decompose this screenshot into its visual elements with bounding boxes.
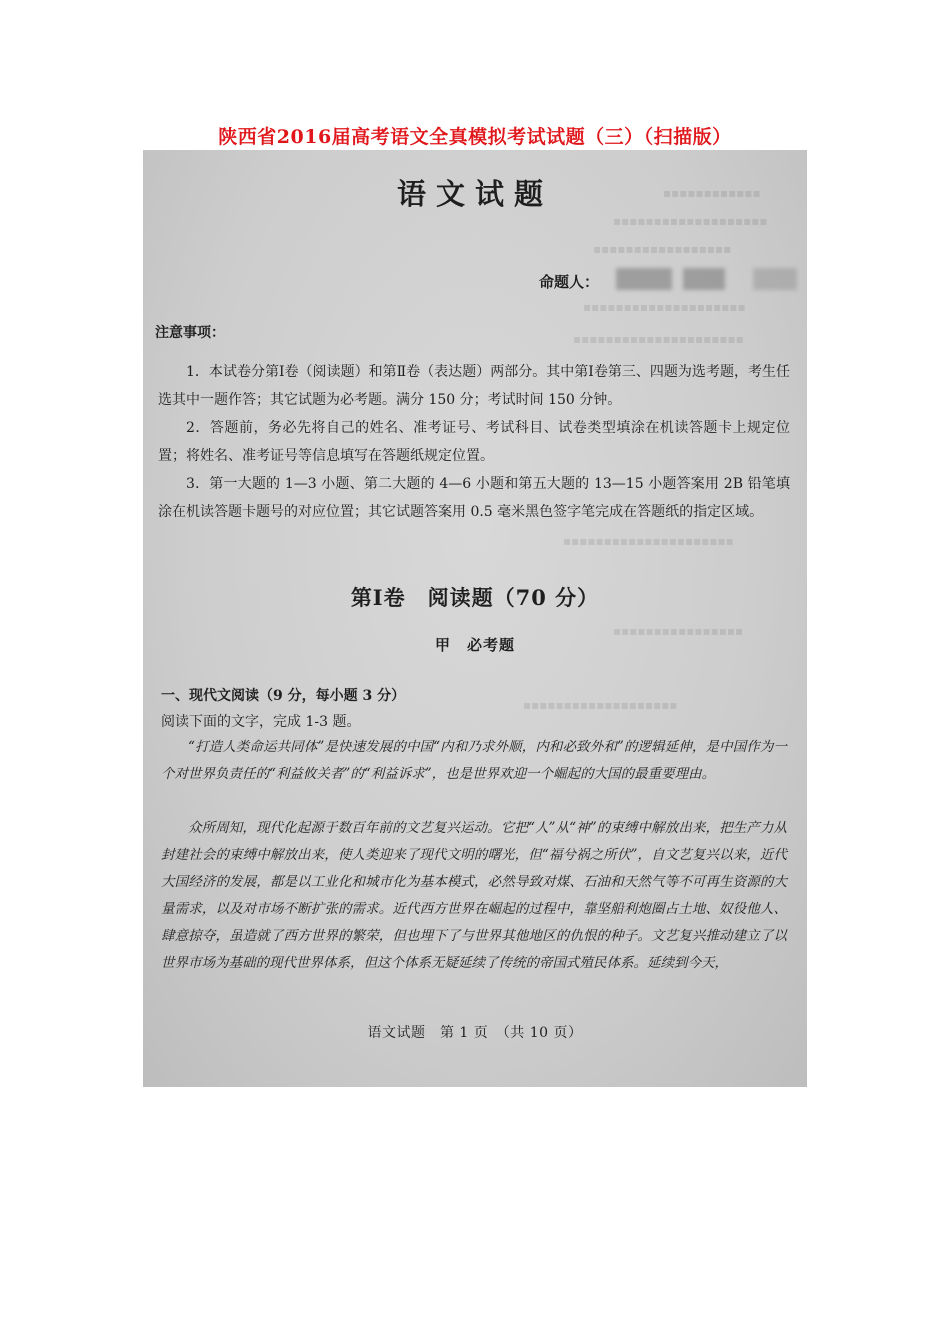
sub-title: 甲 必考题	[434, 636, 515, 654]
page-footer: 语文试题 第 1 页 （共 10 页）	[367, 1025, 583, 1041]
question-heading: 一、现代文阅读（9 分，每小题 3 分）	[161, 688, 406, 704]
bleed-through-text: ▪▪▪▪▪▪▪▪▪▪▪▪▪▪▪▪▪▪▪	[523, 698, 678, 712]
bleed-through-text: ▪▪▪▪▪▪▪▪▪▪▪▪▪▪▪▪▪▪▪	[613, 214, 768, 228]
scanned-exam-page	[143, 150, 807, 1087]
bleed-through-text: ▪▪▪▪▪▪▪▪▪▪▪▪▪▪▪▪▪▪▪▪▪	[563, 534, 734, 548]
bleed-through-text: ▪▪▪▪▪▪▪▪▪▪▪▪▪▪▪▪▪▪▪▪▪	[573, 332, 744, 346]
section-title: 第Ⅰ卷 阅读题（70 分）	[350, 585, 600, 610]
bleed-through-text: ▪▪▪▪▪▪▪▪▪▪▪▪▪▪▪▪	[613, 624, 744, 638]
redacted-author-name	[616, 268, 672, 290]
redacted-author-name	[683, 268, 725, 290]
question-instruction: 阅读下面的文字，完成 1-3 题。	[161, 714, 361, 730]
document-title: 陕西省2016届高考语文全真模拟考试试题（三）（扫描版）	[218, 126, 732, 148]
passage-paragraph: 众所周知，现代化起源于数百年前的文艺复兴运动。它把“人”从“神”的束缚中解放出来，把生产力从封建社会的束缚中解放出来，使人类迎来了现代文明的曙光，但“福兮祸之所伏”，自文艺复兴以来，近代大国经济的发展，都是以工业化和城市化为基本模式，必然导致对煤、石油和天然气等不可再生资源的大量需求，以及对市场不断扩张的需求。近代西方世界在崛起的过程中，靠坚船利炮圈占土地、奴役他人、肆意掠夺，虽造就了西方世界的繁荣，但也埋下了与世界其他地区的仇恨的种子。文艺复兴推动建立了以世界市场为基础的现代世界体系，但这个体系无疑延续了传统的帝国式殖民体系。延续到今天，	[161, 820, 787, 971]
notice-item: 2．答题前，务必先将自己的姓名、准考证号、考试科目、试卷类型填涂在机读答题卡上规定位置；将姓名、准考证号等信息填写在答题纸规定位置。	[158, 420, 790, 464]
notice-heading: 注意事项：	[155, 325, 225, 341]
bleed-through-text: ▪▪▪▪▪▪▪▪▪▪▪▪▪▪▪▪▪	[593, 242, 732, 256]
bleed-through-text: ▪▪▪▪▪▪▪▪▪▪▪▪	[663, 186, 761, 200]
redacted-author-name	[753, 268, 797, 290]
passage-paragraph: “打造人类命运共同体”是快速发展的中国“内和乃求外顺，内和必致外和”的逻辑延伸，是中国作为一个对世界负责任的“利益攸关者”的“利益诉求”，也是世界欢迎一个崛起的大国的最重要理由。	[161, 739, 787, 782]
exam-title: 语文试题	[396, 177, 553, 211]
author-label: 命题人：	[539, 273, 600, 291]
bleed-through-text: ▪▪▪▪▪▪▪▪▪▪▪▪▪▪▪▪▪▪▪▪	[583, 300, 746, 314]
notice-item: 1．本试卷分第Ⅰ卷（阅读题）和第Ⅱ卷（表达题）两部分。其中第Ⅰ卷第三、四题为选考题，考生任选其中一题作答；其它试题为必考题。满分 150 分；考试时间 150 分钟。	[158, 364, 790, 408]
notice-item: 3．第一大题的 1—3 小题、第二大题的 4—6 小题和第五大题的 13—15 小题答案用 2B 铅笔填涂在机读答题卡题号的对应位置；其它试题答案用 0.5 毫米黑色签字笔完成在答题纸的指定区域。	[158, 476, 790, 520]
